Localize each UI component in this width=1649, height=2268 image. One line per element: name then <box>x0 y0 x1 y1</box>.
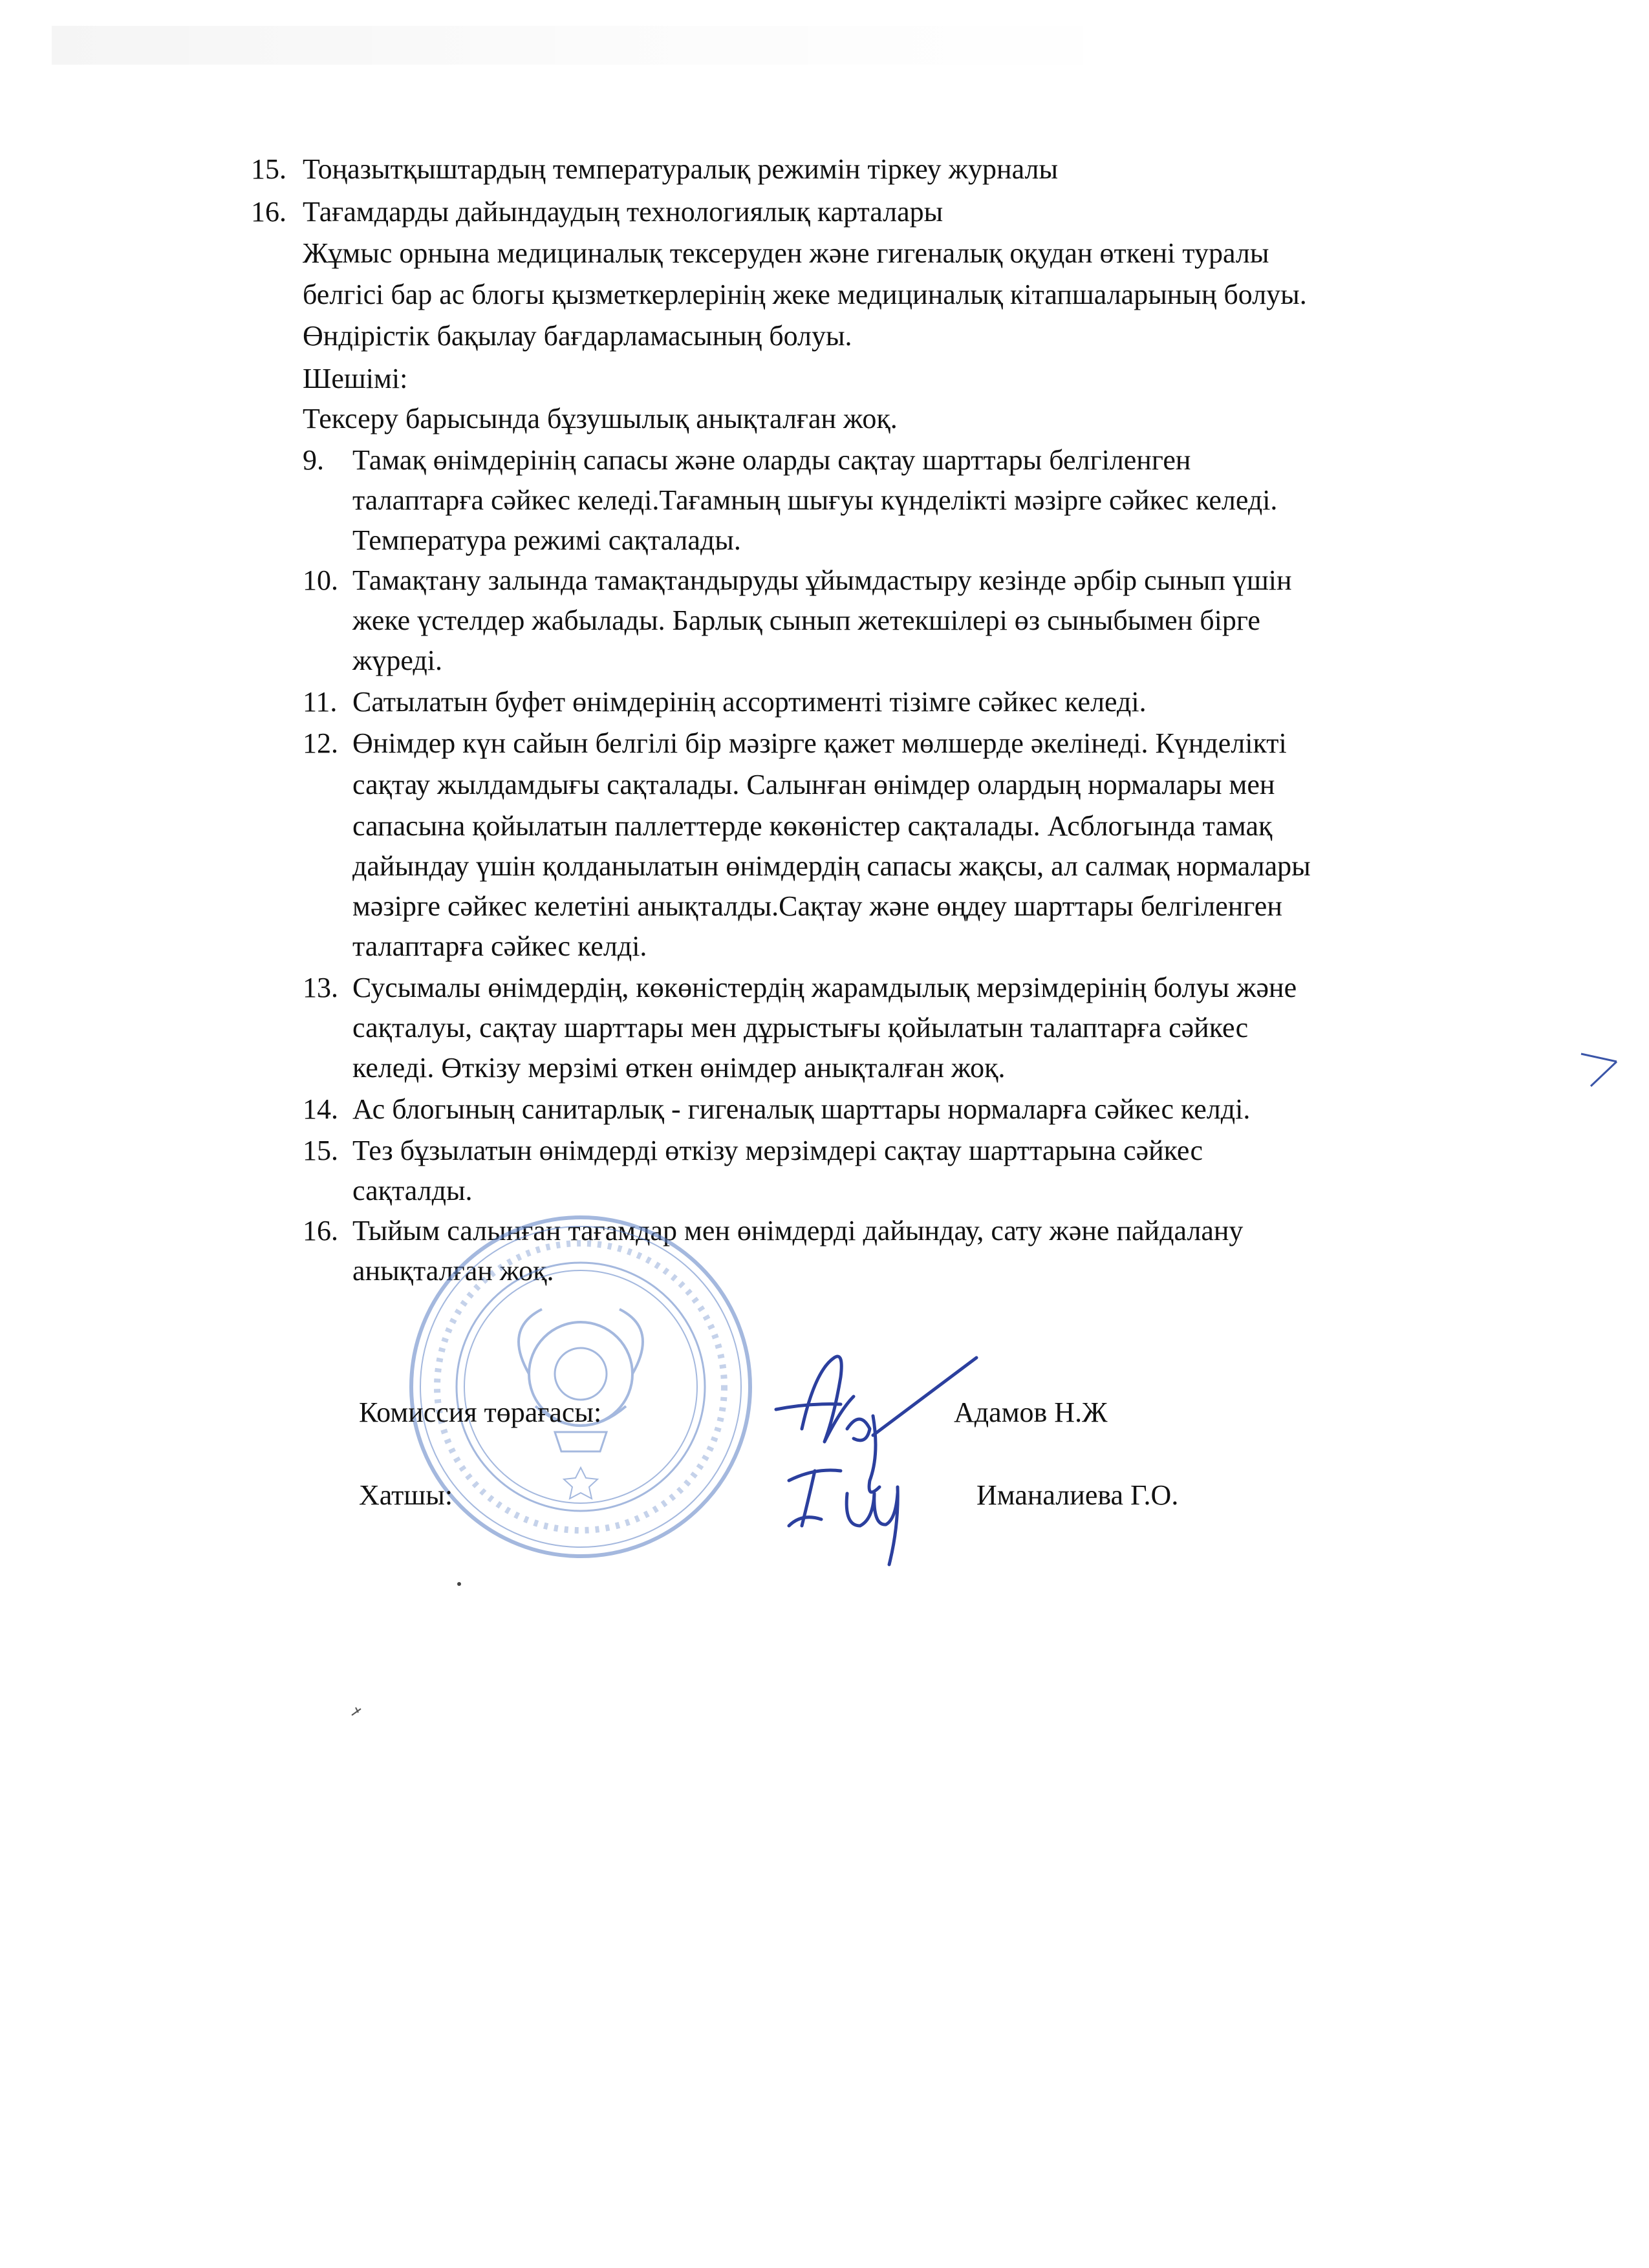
item-text: Тағамдарды дайындаудың технологиялық карталары <box>303 196 943 228</box>
finding-line: Тез бұзылатын өнімдерді өткізу мерзімдері сақтау шарттарына сәйкес <box>352 1135 1203 1166</box>
paragraph-line: Өндірістік бақылау бағдарламасының болуы. <box>303 320 852 352</box>
dot-mark-icon <box>453 1578 466 1590</box>
finding-line: дайындау үшін қолданылатын өнімдердің сапасы жақсы, ал салмақ нормалары <box>352 850 1311 882</box>
paragraph-line: белгісі бар ас блогы қызметкерлерінің жеке медициналық кітапшаларының болуы. <box>303 279 1307 310</box>
finding-number: 13. <box>303 972 338 1003</box>
finding-line: Сусымалы өнімдердің, көкөністердің жарамдылық мерзімдерінің болуы және <box>352 972 1297 1003</box>
scan-artifact <box>52 26 1151 65</box>
finding-line: анықталған жоқ. <box>352 1255 554 1287</box>
finding-number: 9. <box>303 444 324 476</box>
official-seal-icon <box>406 1212 755 1561</box>
finding-line: жүреді. <box>352 645 442 676</box>
finding-number: 15. <box>303 1135 338 1166</box>
finding-number: 12. <box>303 727 338 759</box>
item-number: 16. <box>251 196 286 228</box>
finding-line: сапасына қойылатын паллеттерде көкөністер сақталады. Асблогында тамақ <box>352 810 1273 842</box>
finding-line: Тамақтану залында тамақтандыруды ұйымдастыру кезінде әрбір сынып үшін <box>352 564 1292 596</box>
decision-heading: Шешімі: <box>303 363 408 394</box>
finding-number: 10. <box>303 564 338 596</box>
secretary-name: Иманалиева Г.О. <box>976 1479 1179 1511</box>
item-number: 15. <box>251 153 286 185</box>
paragraph-line: Тексеру барысында бұзушылық анықталған жоқ. <box>303 403 898 434</box>
item-text: Тоңазытқыштардың температуралық режимін тіркеу журналы <box>303 153 1059 185</box>
finding-number: 14. <box>303 1093 338 1125</box>
finding-line: Температура режимі сақталады. <box>352 524 741 556</box>
finding-line: сақтау жылдамдығы сақталады. Салынған өнімдер олардың нормалары мен <box>352 769 1275 800</box>
finding-line: Өнімдер күн сайын белгілі бір мәзірге қажет мөлшерде әкелінеді. Күнделікті <box>352 727 1287 759</box>
finding-line: Ас блогының санитарлық - гигеналық шарттары нормаларға сәйкес келді. <box>352 1093 1251 1125</box>
chair-name: Адамов Н.Ж <box>954 1396 1108 1428</box>
stray-mark-icon <box>1578 1047 1623 1093</box>
finding-line: Сатылатын буфет өнімдерінің ассортименті тізімге сәйкес келеді. <box>352 686 1147 718</box>
handwritten-signatures-icon <box>763 1332 983 1578</box>
finding-line: сақталуы, сақтау шарттары мен дұрыстығы қойылатын талаптарға сәйкес <box>352 1012 1249 1043</box>
finding-line: Тамақ өнімдерінің сапасы және оларды сақтау шарттары белгіленген <box>352 444 1191 476</box>
secretary-role-label: Хатшы: <box>359 1479 453 1511</box>
finding-line: сақталды. <box>352 1175 473 1206</box>
finding-line: Тыйым салынған тағамдар мен өнімдерді дайындау, сату және пайдалану <box>352 1215 1244 1246</box>
finding-number: 11. <box>303 686 338 718</box>
scratch-mark-icon <box>349 1704 365 1719</box>
paragraph-line: Жұмыс орнына медициналық тексеруден және гигеналық оқудан өткені туралы <box>303 237 1269 269</box>
finding-line: жеке үстелдер жабылады. Барлық сынып жетекшілері өз сыныбымен бірге <box>352 604 1260 636</box>
finding-line: талаптарға сәйкес келді. <box>352 930 647 962</box>
chair-role-label: Комиссия төрағасы: <box>359 1396 602 1428</box>
finding-line: талаптарға сәйкес келеді.Тағамның шығуы күнделікті мәзірге сәйкес келеді. <box>352 484 1278 516</box>
finding-line: келеді. Өткізу мерзімі өткен өнімдер анықталған жоқ. <box>352 1052 1006 1084</box>
finding-number: 16. <box>303 1215 338 1246</box>
finding-line: мәзірге сәйкес келетіні анықталды.Сақтау және өңдеу шарттары белгіленген <box>352 890 1282 922</box>
